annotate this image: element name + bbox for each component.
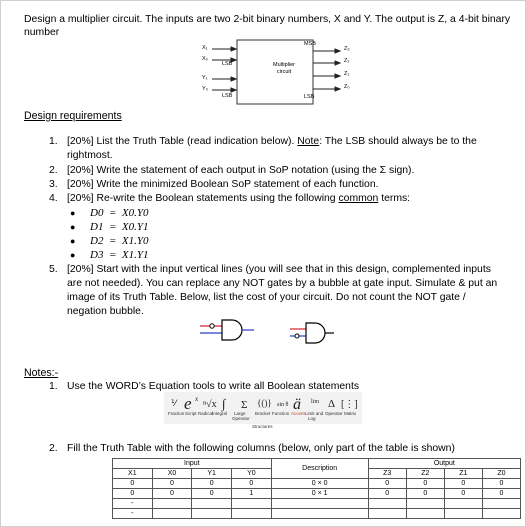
ribbon-sublabel-operator: Operator [232,416,250,421]
accent-icon: ä [293,396,301,413]
input-label-x0: X₀ [202,56,208,62]
cell-y0: 0 [232,479,272,489]
cell-y1: 0 [192,479,232,489]
cell-z3 [368,499,406,509]
table-row [113,499,521,509]
bullet-icon: ● [70,250,76,260]
script-icon: e [184,394,192,413]
cell-z1 [444,499,482,509]
ribbon-sublabel-log: Log [308,416,316,421]
note-1-number: 1. [49,381,58,392]
bullet-icon: ● [70,222,76,232]
ribbon-label-function: Function [272,411,290,416]
ribbon-label-limit: Limit and [305,411,324,416]
operator-icon: Δ [328,398,336,410]
req-4-text-a: [20%] Re-write the Boolean statements using the following [67,193,339,204]
ribbon-label-radical: Radical [198,411,214,416]
term-d3: D3 = X1.Y1 [90,249,149,261]
lsb-x-label: LSB [222,61,233,67]
description-header: Description [271,459,368,479]
cell-z2: 0 [406,479,444,489]
input-label-x1: X₁ [202,45,208,51]
col-header-y1: Y1 [192,469,232,479]
cell-x0 [152,499,192,509]
col-header-z2: Z2 [406,469,444,479]
cell-y1 [192,499,232,509]
cell-z1 [444,509,482,519]
col-header-y0: Y0 [232,469,272,479]
cell-description [271,509,368,519]
req-2-number: 2. [49,165,58,176]
large-operator-icon: Σ [241,399,248,411]
req-1-text [67,135,477,148]
cell-x0: 0 [152,479,192,489]
note-2-number: 2. [49,443,58,454]
col-header-z1: Z1 [444,469,482,479]
req-5-line-2: are not needed). You can replace any NOT gates by a bubble at gate input. Simulate & put an [67,278,498,289]
integral-icon: ∫ [222,396,226,411]
req-4-number: 4. [49,193,58,204]
cell-z2 [406,499,444,509]
table-row [113,509,521,519]
req-3-text: [20%] Write the minimized Boolean SoP statement of each function. [67,179,379,190]
output-label-z3: Z₃ [344,46,350,52]
and-gate-bubble-icon [198,318,258,342]
cell-z2 [406,509,444,519]
req-4-text [67,192,410,205]
ribbon-label-integral: Integral [212,411,228,416]
ribbon-label-script: Script [185,411,197,416]
req-1-text-a: [20%] List the Truth Table (read indication below). [67,136,298,147]
cell-y0 [232,499,272,509]
col-header-x1: X1 [113,469,153,479]
req-5-line-4: negation bubble. [67,306,144,317]
input-arrows [212,47,236,92]
req-4-common-word: common [338,193,379,204]
fraction-icon: ⅟ [171,398,177,408]
cell-y0: 1 [232,489,272,499]
req-1-text-c: rightmost. [67,150,113,161]
req-3-number: 3. [49,179,58,190]
ribbon-label-fraction: Fraction [168,411,185,416]
ribbon-label-accent: Accent [291,411,305,416]
term-d1: D1 = X0.Y1 [90,221,149,233]
limit-icon: lim [311,399,320,405]
req-4-text-b: terms: [378,193,411,204]
msb-label: MSB [304,41,316,47]
matrix-icon: [⋮] [341,399,358,410]
term-d2: D2 = X1.Y0 [90,235,149,247]
lsb-z-label: LSB [304,94,315,100]
output-label-z1: Z₁ [344,71,350,77]
ribbon-label-matrix: Matrix [344,411,357,416]
ribbon-label-bracket: Bracket [255,411,271,416]
req-5-line-3: image of its Truth Table. Below, list the cost of your circuit. Do not count the NOT gate / [67,292,466,303]
table-row [113,479,521,489]
col-header-z0: Z0 [482,469,520,479]
req-5-line-1: [20%] Start with the input vertical lines (you will see that in this design, complemented inputs [67,264,491,275]
col-header-x0: X0 [152,469,192,479]
block-label-line2: circuit [276,69,292,75]
bracket-icon: {()} [257,398,272,408]
cell-z0: 0 [482,479,520,489]
cell-z1: 0 [444,489,482,499]
cell-y1 [192,509,232,519]
input-label-y0: Y₀ [202,86,208,92]
col-header-z3: Z3 [368,469,406,479]
input-group-header: Input [113,459,272,469]
cell-description: 0 × 0 [271,479,368,489]
ribbon-label-operator: Operator [325,411,343,416]
cell-z2: 0 [406,489,444,499]
cell-z0: 0 [482,489,520,499]
cell-z3: 0 [368,479,406,489]
function-icon: sin θ [277,402,289,408]
output-label-z0: Z₀ [344,84,350,90]
cell-y0 [232,509,272,519]
output-arrows [313,49,340,91]
ribbon-label-large: Large [234,411,246,416]
note-2-text: Fill the Truth Table with the following columns (below, only part of the table is shown) [67,443,455,454]
ribbon-group-structures: Structures [252,424,273,429]
cell-z3 [368,509,406,519]
lsb-y-label: LSB [222,93,233,99]
req-1-note-word: Note [297,136,320,147]
req-5-number: 5. [49,264,58,275]
block-label-line1: Multiplier [272,62,295,68]
bullet-icon: ● [70,208,76,218]
table-row [113,489,521,499]
input-label-y1: Y₁ [202,75,208,81]
bullet-icon: ● [70,236,76,246]
table-group-header-row [113,459,521,469]
req-1-number: 1. [49,136,58,147]
term-d0: D0 = X0.Y0 [90,207,149,219]
cell-z1: 0 [444,479,482,489]
note-1-text: Use the WORD’s Equation tools to write all Boolean statements [67,381,360,392]
design-requirements-heading: Design requirements [24,110,122,122]
cell-description: 0 × 1 [271,489,368,499]
cell-y1: 0 [192,489,232,499]
cell-z0 [482,509,520,519]
output-label-z2: Z₂ [344,58,350,64]
cell-description [271,499,368,509]
cell-x1: 0 [113,489,153,499]
req-1-text-b: : The LSB should always be to the [319,136,477,147]
cell-x1: - [113,509,153,519]
and-gate-icon [288,322,338,344]
cell-x0: 0 [152,489,192,499]
cell-z0 [482,499,520,509]
output-group-header: Output [368,459,520,469]
truth-table [112,458,521,519]
intro-text: Design a multiplier circuit. The inputs are two 2-bit binary numbers, X and Y. The output is Z, a 4-bit binary number [24,14,511,38]
req-2-text: [20%] Write the statement of each output in SoP notation (using the Σ sign). [67,165,415,176]
cell-x1: 0 [113,479,153,489]
cell-x1: - [113,499,153,509]
cell-x0 [152,509,192,519]
cell-z3: 0 [368,489,406,499]
script-icon: x [195,395,199,403]
notes-heading: Notes:- [24,367,59,379]
radical-icon: ⁿ√x [203,399,217,410]
